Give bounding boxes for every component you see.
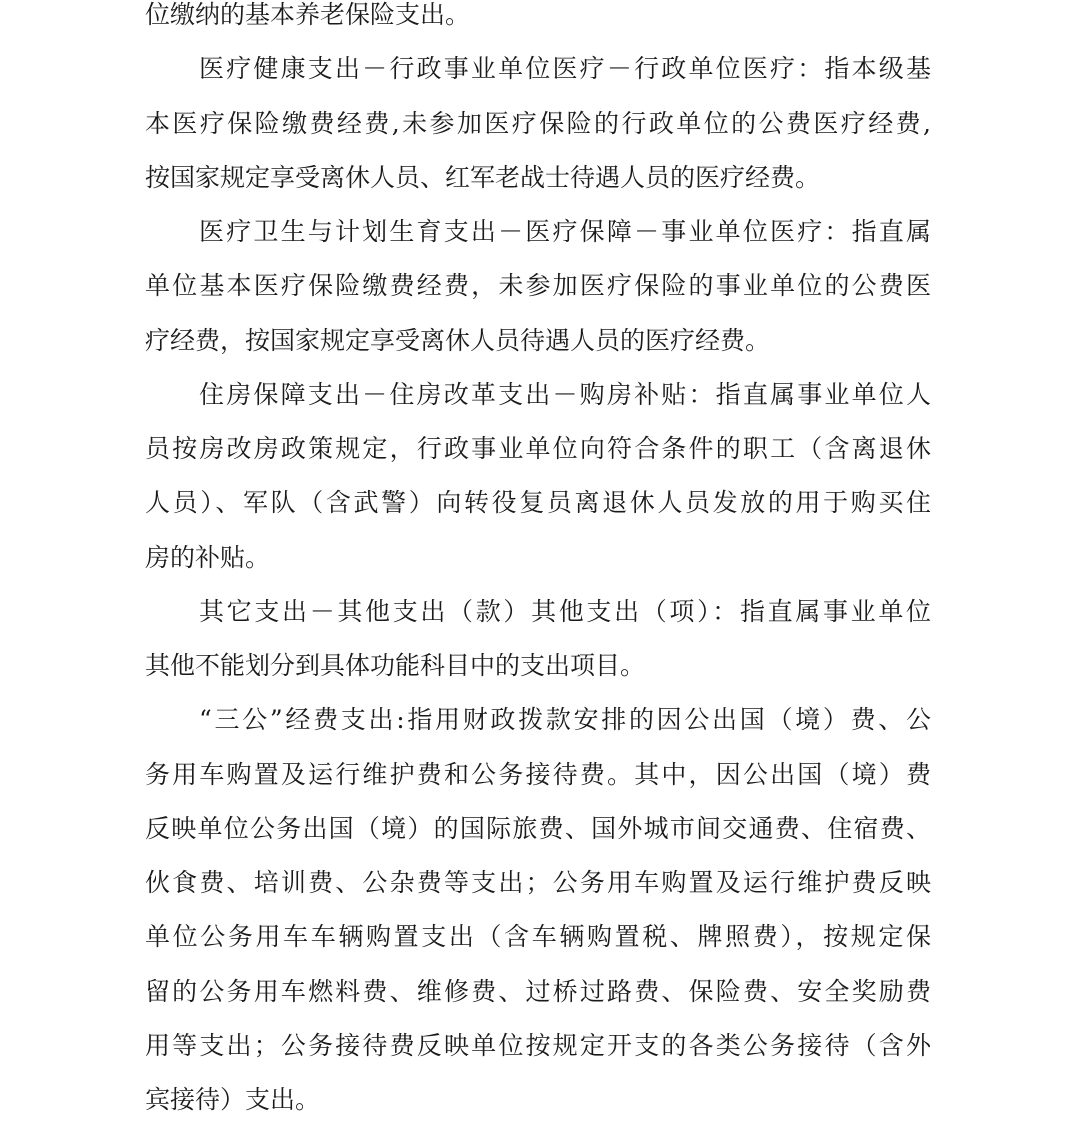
text-line: 用等支出；公务接待费反映单位按规定开支的各类公务接待（含外 (145, 1030, 931, 1060)
paragraph-start-line: 医疗卫生与计划生育支出－医疗保障－事业单位医疗：指直属 (199, 217, 931, 246)
paragraph-start-line: “三公”经费支出:指用财政拨款安排的因公出国（境）费、公 (199, 705, 931, 735)
text-line: 宾接待）支出。 (145, 1085, 321, 1114)
paragraph-start-line: 其它支出－其他支出（款）其他支出（项）：指直属事业单位 (199, 596, 931, 626)
text-line: 其他不能划分到具体功能科目中的支出项目。 (145, 651, 646, 680)
text-line: 留的公务用车燃料费、维修费、过桥过路费、保险费、安全奖励费 (145, 976, 931, 1006)
text-line: 疗经费，按国家规定享受离休人员待遇人员的医疗经费。 (145, 325, 771, 355)
text-line: 务用车购置及运行维护费和公务接待费。其中，因公出国（境）费 (145, 759, 931, 789)
text-line: 房的补贴。 (145, 542, 271, 572)
text-line: 单位公务用车车辆购置支出（含车辆购置税、牌照费），按规定保 (145, 922, 931, 952)
paragraph-start-line: 医疗健康支出－行政事业单位医疗－行政单位医疗：指本级基 (199, 54, 931, 84)
text-line: 位缴纳的基本养老保险支出。 (145, 0, 471, 29)
paragraph-start-line: 住房保障支出－住房改革支出－购房补贴：指直属事业单位人 (199, 379, 931, 409)
text-line: 按国家规定享受离休人员、红军老战士待遇人员的医疗经费。 (145, 162, 821, 192)
text-line: 人员）、军队（含武警）向转役复员离退休人员发放的用于购买住 (145, 488, 931, 518)
text-line: 单位基本医疗保险缴费经费，未参加医疗保险的事业单位的公费医 (145, 271, 931, 301)
text-line: 伙食费、培训费、公杂费等支出；公务用车购置及运行维护费反映 (145, 868, 931, 897)
text-line: 本医疗保险缴费经费,未参加医疗保险的行政单位的公费医疗经费, (145, 108, 931, 138)
text-line: 员按房改房政策规定，行政事业单位向符合条件的职工（含离退休 (145, 434, 931, 463)
text-line: 反映单位公务出国（境）的国际旅费、国外城市间交通费、住宿费、 (145, 813, 931, 843)
document-page (145, 0, 931, 1127)
